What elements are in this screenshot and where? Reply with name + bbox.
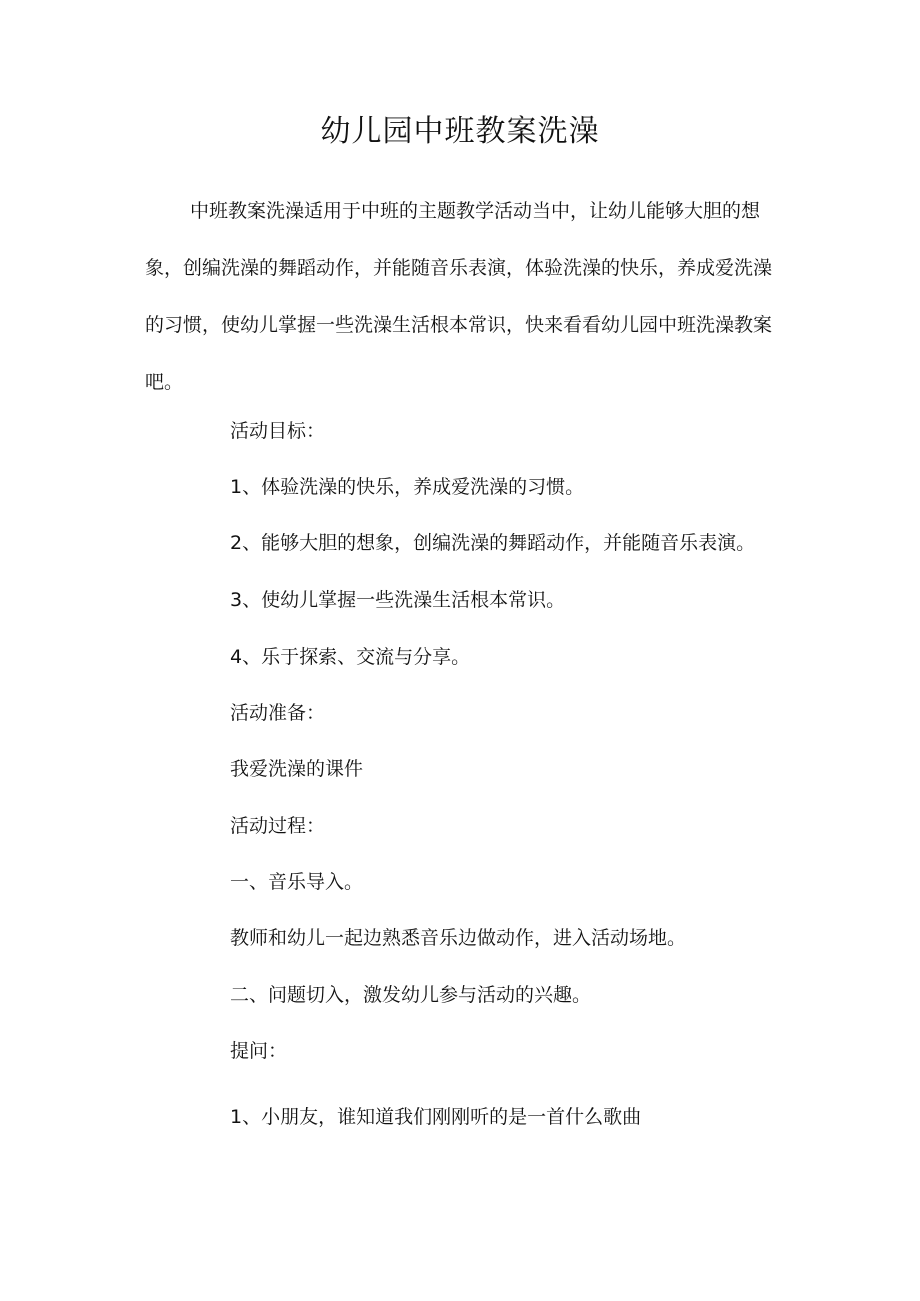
step-2-heading: 二、问题切入，激发幼儿参与活动的兴趣。 — [230, 984, 592, 1006]
step-1-heading: 一、音乐导入。 — [230, 871, 364, 893]
goal-item-4: 4、乐于探索、交流与分享。 — [230, 646, 471, 668]
step-1-detail: 教师和幼儿一起边熟悉音乐边做动作，进入活动场地。 — [230, 927, 687, 949]
question-heading: 提问： — [230, 1040, 288, 1062]
question-item-1: 1、小朋友，谁知道我们刚刚听的是一首什么歌曲 — [230, 1106, 642, 1128]
goal-item-1: 1、体验洗澡的快乐，养成爱洗澡的习惯。 — [230, 476, 585, 498]
goal-item-3: 3、使幼儿掌握一些洗澡生活根本常识。 — [230, 589, 566, 611]
process-heading: 活动过程： — [230, 815, 326, 837]
goals-heading: 活动目标： — [230, 420, 326, 442]
prep-heading: 活动准备： — [230, 702, 326, 724]
goal-item-2: 2、能够大胆的想象，创编洗澡的舞蹈动作，并能随音乐表演。 — [230, 532, 756, 554]
prep-item: 我爱洗澡的课件 — [230, 758, 364, 780]
document-title: 幼儿园中班教案洗澡 — [320, 114, 600, 149]
intro-paragraph: 中班教案洗澡适用于中班的主题教学活动当中，让幼儿能够大胆的想象，创编洗澡的舞蹈动作，并能随音乐表演，体验洗澡的快乐，养成爱洗澡的习惯，使幼儿掌握一些洗澡生活根本常识，快来看看幼儿园中班洗澡教案吧。 — [145, 200, 773, 393]
